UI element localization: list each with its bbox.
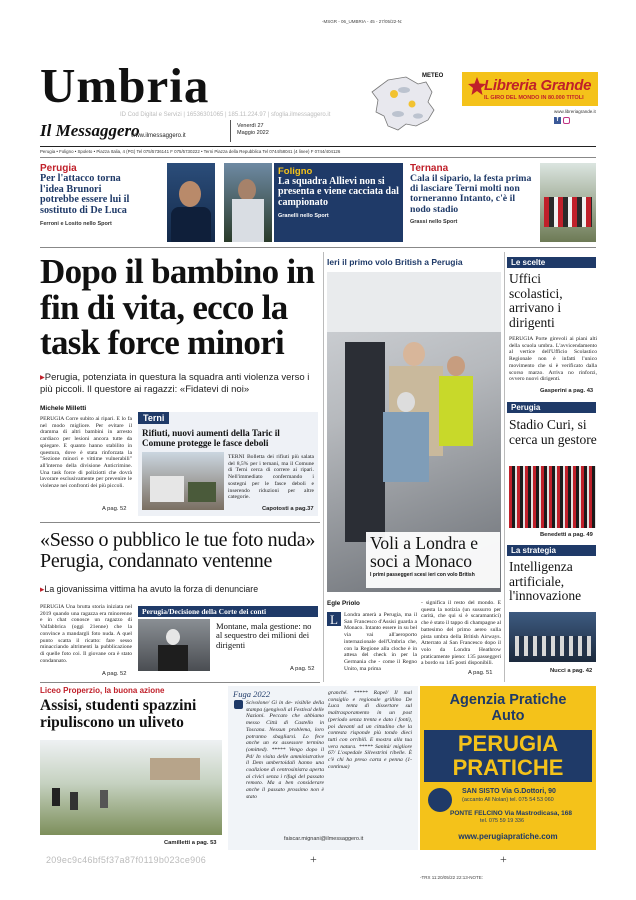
newspaper-logo: Il Messaggero [40, 121, 140, 140]
lead-body: PERUGIA Corre subito ai ripari. E lo fa nel modo migliore. Per evitare il dramma di altri bambini in arresto cardiaco per lesioni ancora tutte da spiegare. E quanto hanno stabilito in questura, dove è stata rinforzata la "Sezione minori e vittime vulnerabili" all'interno della divisione Anticrimine. Una task force di poliziotti che dovrà lavorare esclusivamente per prevenire le violenze nei confronti dei più piccoli. [40, 416, 132, 490]
scelte-headline[interactable]: Uffici scolastici, arrivano i dirigenti [509, 271, 563, 330]
scelte-byline: Gasperini a pag. 43 [540, 388, 594, 394]
sesso-headline[interactable]: «Sesso o pubblico le tue foto nuda» Perugia, condannato ventenne [40, 529, 316, 572]
teasers-row [40, 163, 596, 242]
libreria-name: Libreria Grande [484, 77, 592, 94]
fuga-col-1: Scivolone/ Gi in de- visibile della stampa (gengivoli al Festival delle Nazioni. Peccato che abbiamo messo Città di Castello in Toscana. Nessun problema, loro potranno sbagliarsi. Lo fece anche un ex assessore termino (omitted). ***** Vengo dopo il Pd/ In visita delle amministrative il Dem umbertoidali hanno una coalizione di centrosinistra aperta ai civici senza i rifugi del passato remoto. Ma a ben considerare anche il passato prossimo non è stato [246, 700, 324, 800]
fuga-icon [234, 700, 243, 709]
ad-brand-2: PRATICHE [452, 755, 564, 780]
date-block [237, 123, 269, 137]
ad-loc2-sub: tel. 075 59 19 336 [480, 818, 525, 824]
arrow-icon: ▸ [40, 372, 45, 383]
photo-caption: Voli a Londra e soci a Monaco [370, 533, 479, 571]
teaser-box [274, 163, 403, 242]
teaser-text: Cala il sipario, la festa prima di lasciare Terni molti non torneranno Intanto, c'è il nodo stadio [410, 173, 532, 215]
ad-loc1: SAN SISTO Via G.Dottori, 90 [462, 788, 556, 795]
weather-map-icon [358, 74, 448, 132]
photo-story-page-ref[interactable]: A pag. 51 [468, 670, 493, 676]
photo-story-body-2: - significa il resto del mondo. E questa la notizia (un sussurro per carità, che qui si è scaramantici) che è stato il tappo di champagne al battesimo del primo aereo sulla pista umbra della British Airways. Atterrato al San Francesco dopo il volo da Londra Heathrow praticamente pieno: 135 passeggeri a bordo su 145 posti disponibili. [421, 600, 501, 667]
teaser-text: La squadra Allievi non si presenta e viene cacciata dal campionato [278, 176, 399, 208]
dropcap: L [327, 612, 341, 626]
teaser-photo [540, 163, 596, 242]
fuga-email[interactable]: faiscar.mignani@ilmessaggero.it [284, 836, 364, 842]
crop-mark: + [310, 852, 317, 866]
sesso-summary [40, 584, 325, 595]
page-stamp: -MSGR - 06_UMBRIA - 45 - 27/05/22-N: [322, 19, 403, 24]
terni-headline: Rifiuti, nuovi aumenti della Taric il Comune protegge le fasce deboli [142, 428, 280, 448]
strategia-byline: Nucci a pag. 42 [550, 668, 593, 674]
strategia-headline[interactable]: Intelligenza artificiale, l'innovazione [509, 559, 582, 603]
teaser-ternana[interactable] [410, 163, 596, 242]
lead-summary [40, 372, 322, 396]
date-month: Maggio 2022 [237, 130, 269, 136]
scelte-body: PERUGIA Porte girevoli ai piani alti della scuola umbra. L'avvicendamento al vertice dell'Ufficio Scolastico Regionale non è infatti l'unico movimento che si è verificato dalla scorso marzo. Arriva no rinforzi, ovvero nuovi dirigenti. [509, 336, 597, 383]
date-day: Venerdì 27 [237, 123, 264, 129]
libreria-ad[interactable] [462, 72, 598, 128]
libreria-tagline: IL GIRO DEL MONDO IN 80.000 TITOLI [484, 95, 584, 101]
sesso-summary-text: La giovanissima vittima ha avuto la forza di denunciare [44, 584, 259, 594]
edition-title: Umbria [40, 58, 210, 113]
photo-story-body-1: Londra amerà a Perugia, ma il San Francesco d'Assisi guarda a Monaco. Intanto essere in su bel via vai all'aeroporto internazionale dell'Umbria che, con la Regione alla cloche è in attesa del check in per la Germania che - come il Regno Unito, ma prima [344, 612, 417, 672]
hash-code: 209ec9c46bf5f37a87f0119b023ce906 [46, 855, 207, 865]
bottom-stamp: -TRX 11:20/05/22 22:13-NOTE: [420, 875, 483, 880]
watermark: ID Cod Digital e Servizi | 16536301065 | 185.11.224.97 | sfoglia.ilmessaggero.it [120, 112, 331, 118]
strategia-photo [509, 612, 596, 662]
lead-page-ref[interactable]: A pag. 52 [102, 506, 127, 512]
teaser-place: Perugia [40, 163, 77, 174]
teaser-byline: Grassi nello Sport [410, 218, 458, 225]
terni-byline: Capotosti a pag.37 [262, 506, 314, 512]
teaser-byline: Granelli nello Sport [278, 213, 329, 220]
teaser-foligno[interactable] [224, 163, 403, 242]
sesso-body: PERUGIA Una brutta storia iniziata nel 2019 quando una ragazza era minorenne e in chat conosce un ragazzo di Valfabbrica (oggi 21enne) che la convince a mandargli foto nuda. A quel punto scatta il ricatto: fare sesso minacciando altrimenti la pubblicazione di quelle foto coi. Il giovane ora è stato condannato. [40, 604, 132, 664]
facebook-icon[interactable]: f [554, 117, 561, 124]
teaser-photo [167, 163, 215, 242]
terni-body: TERNI Bolletta dei rifiuti più salata del 8,5% per i ternani, ma il Comune di Terni cerca di correre ai ripari. Nell'immediato confermando i sostegni per le fasce deboli e inserendo riduzioni per altre categorie. [228, 454, 314, 501]
sesso-page-ref[interactable]: A pag. 52 [102, 671, 127, 677]
curi-headline[interactable]: Stadio Curi, si cerca un gestore [509, 417, 597, 447]
crop-mark: + [500, 852, 507, 866]
instagram-icon[interactable] [563, 117, 570, 124]
lead-summary-text: Perugia, potenziata in questura la squadra anti violenza verso i più piccoli. Il questore ai ragazzi: «Fidatevi di noi» [40, 372, 310, 395]
photo-caption-box [366, 532, 500, 588]
photo-subcaption: I primi passeggeri scesi ieri con volo British [370, 572, 475, 578]
liceo-photo [40, 740, 222, 835]
ad-loc1-sub: (accanto All Nolan) tel. 075 54 53 060 [462, 797, 554, 803]
libreria-url[interactable]: www.libreriagrande.it [554, 109, 596, 114]
website[interactable]: www.ilmessaggero.it [131, 133, 186, 139]
teaser-perugia[interactable] [40, 163, 216, 242]
teaser-place: Ternana [410, 163, 449, 174]
curi-photo [509, 466, 596, 528]
corte-box[interactable] [138, 606, 318, 678]
terni-photo [142, 452, 224, 510]
meteo-label: METEO [422, 73, 444, 79]
fuga-box [228, 686, 418, 850]
strategia-label: La strategia [507, 545, 596, 556]
corte-photo [138, 619, 210, 671]
photo-story-kicker: Ieri il primo volo British a Perugia [327, 257, 463, 267]
corte-page-ref[interactable]: A pag. 52 [290, 666, 315, 672]
teaser-place: Foligno [278, 166, 313, 177]
photo-story-author: Egle Priolo [327, 600, 360, 607]
scelte-label: Le scelte [507, 257, 596, 268]
fuga-title: Fuga 2022 [233, 689, 271, 699]
terni-label: Terni [138, 412, 169, 424]
teaser-text: Per l'attacco torna l'idea Brunori potrebbe essere lui il sostituto di De Luca [40, 173, 130, 216]
liceo-headline[interactable]: Assisi, studenti spazzini ripuliscono un uliveto [40, 697, 197, 731]
liceo-kicker: Liceo Properzio, la buona azione [40, 686, 165, 695]
fuga-col-2: granché. ***** Rapel/ Il mal consiglio e regionale grillino De Luca tenta di dissertare sul maltrasporamento in un post (periodo senza trenta e dato i fonti), poi davanti ad un cittadino che la contesta risponde più tondo dieci tutti con orribili. E mostra alla tua vera natura. ***** Sanità/ migliore 67/ L'ospedale Silvestrini ribelle. È c'è chi ha preso carta e penna (1-continua) [328, 690, 412, 770]
corte-headline: Montane, mala gestione: no al sequestro dei milioni dei dirigenti [216, 621, 312, 650]
ad-url[interactable]: www.perugiapratiche.com [458, 832, 558, 841]
ad-top: Agenzia Pratiche Auto [449, 692, 567, 724]
terni-box[interactable] [138, 412, 318, 516]
liceo-byline: Camilletti a pag. 53 [164, 840, 217, 846]
teaser-photo [224, 163, 272, 242]
arrow-icon: ▸ [40, 584, 45, 594]
lead-author: Michele Milletti [40, 405, 87, 412]
location-pin-icon [428, 788, 452, 812]
teaser-byline: Ferroni e Losito nello Sport [40, 221, 112, 227]
address-line: Perugia • Foligno • Spoleto • Piazza Italia, 4 (PG) Tel 075/5736141 F 075/5730222 • Terni Piazza della Repubblica Tel 0744/58041 (4 linee) F 0744/404126 [40, 149, 341, 154]
corte-label: Perugia/Decisione della Corte dei conti [138, 606, 318, 617]
curi-byline: Benedetti a pag. 49 [540, 532, 593, 538]
lead-headline[interactable]: Dopo il bambino in fin di vita, ecco la task force minori [40, 252, 315, 362]
ad-loc2: PONTE FELCINO Via Mastrodicasa, 168 [450, 810, 572, 817]
curi-label: Perugia [507, 402, 596, 413]
ad-brand-1: PERUGIA [457, 731, 559, 756]
ad-perugia-pratiche[interactable] [420, 686, 596, 850]
